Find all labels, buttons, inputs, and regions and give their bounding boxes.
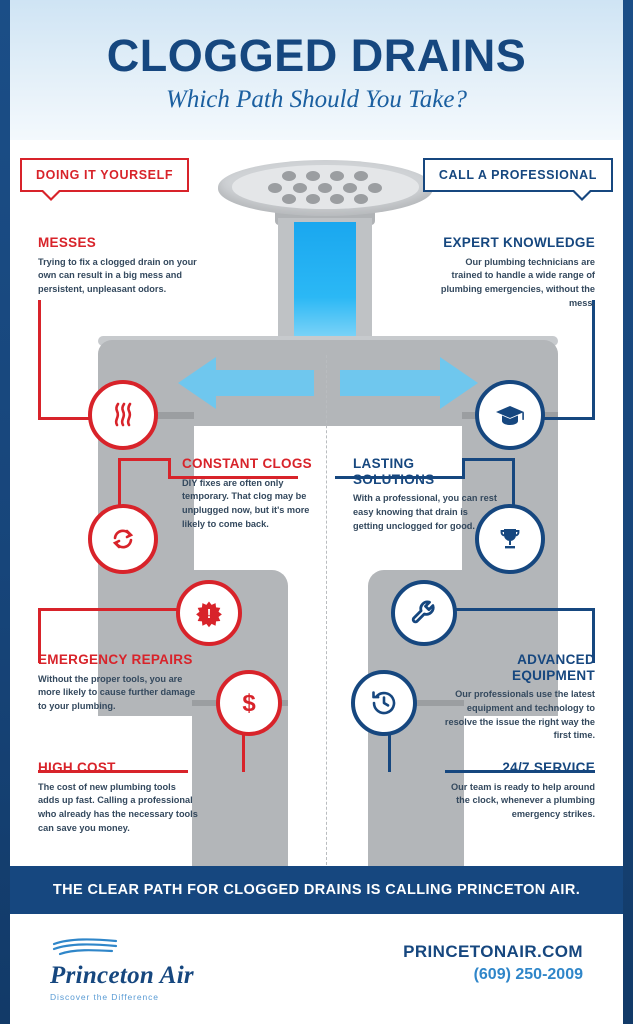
banner-professional-tail-inner xyxy=(574,190,590,198)
block-expert-knowledge-heading: EXPERT KNOWLEDGE xyxy=(443,235,595,250)
connector-expert-vertical xyxy=(592,300,595,420)
block-expert-knowledge xyxy=(435,235,595,311)
contact-info xyxy=(403,942,583,984)
block-emergency-repairs-body: Without the proper tools, you are more likely to cause further damage to your plumbing. xyxy=(38,673,196,712)
cta-banner xyxy=(10,866,623,914)
flow-arrow-left-head xyxy=(178,357,216,409)
block-high-cost xyxy=(38,760,198,836)
block-247-service xyxy=(435,760,595,822)
brand-name: Princeton Air xyxy=(50,962,194,989)
block-247-service-heading: 24/7 SERVICE xyxy=(502,760,595,775)
banner-diy-tail-inner xyxy=(43,190,59,198)
block-messes-heading: MESSES xyxy=(38,235,97,250)
block-messes xyxy=(38,235,198,297)
block-high-cost-heading: HIGH COST xyxy=(38,760,116,775)
block-247-service-body: Our team is ready to help around the clock, whenever a plumbing emergency strikes. xyxy=(451,781,595,820)
right-border-strip xyxy=(623,0,633,1024)
block-advanced-equipment-heading: ADVANCED EQUIPMENT xyxy=(512,652,595,683)
odor-waves-icon xyxy=(88,380,158,450)
website-link[interactable]: PRINCETONAIR.COM xyxy=(403,942,583,961)
block-lasting-solutions-body: With a professional, you can rest easy knowing that drain is getting unclogged for good. xyxy=(353,493,497,531)
flow-arrow-right-head xyxy=(440,357,478,409)
banner-professional xyxy=(423,158,613,192)
connector-messes-vertical xyxy=(38,300,41,420)
footer xyxy=(10,914,623,1024)
left-border-strip xyxy=(0,0,10,1024)
cta-text: THE CLEAR PATH FOR CLOGGED DRAINS IS CALLING PRINCETON AIR. xyxy=(52,882,581,898)
block-expert-knowledge-body: Our plumbing technicians are trained to handle a wide range of plumbing emergencies, without the mess. xyxy=(440,256,595,308)
header-band xyxy=(10,0,623,155)
left-downspout-pipe xyxy=(192,610,288,870)
block-emergency-repairs-heading: EMERGENCY REPAIRS xyxy=(38,652,193,667)
page-subtitle: Which Path Should You Take? xyxy=(166,86,467,113)
block-high-cost-body: The cost of new plumbing tools adds up fast. Calling a professional who already has the necessary tools can save you money. xyxy=(38,781,198,833)
connector-emergency-horizontal xyxy=(38,608,188,611)
wrench-icon xyxy=(391,580,457,646)
connector-equipment-horizontal xyxy=(445,608,595,611)
swoosh-logo-icon xyxy=(50,938,120,960)
graduation-cap-icon xyxy=(475,380,545,450)
block-messes-body: Trying to fix a clogged drain on your own can result in a big mess and persistent, unpleasant odors. xyxy=(38,256,197,295)
connector-highcost-drop xyxy=(242,730,245,772)
brand-lockup xyxy=(50,938,260,1002)
block-advanced-equipment-body: Our professionals use the latest equipment and technology to resolve the issue the right way the first time. xyxy=(444,689,595,741)
flow-arrow-right-bar xyxy=(340,370,440,396)
center-divider xyxy=(326,355,327,870)
connector-clogs-top xyxy=(118,458,170,461)
brand-tagline: Discover the Difference xyxy=(50,992,159,1002)
block-lasting-solutions-heading: LASTING SOLUTIONS xyxy=(353,456,435,487)
svg-text:!: ! xyxy=(206,606,212,621)
diagram-stage xyxy=(10,140,623,865)
block-lasting-solutions xyxy=(353,456,498,533)
banner-diy xyxy=(20,158,189,192)
connector-clogs-drop xyxy=(168,458,171,478)
trophy-icon xyxy=(475,504,545,574)
block-constant-clogs-body: DIY fixes are often only temporary. That clog may be unplugged now, but it's more likely to come back. xyxy=(182,477,310,529)
block-emergency-repairs xyxy=(38,652,198,714)
connector-service-drop xyxy=(388,730,391,772)
dollar-sign-icon xyxy=(216,670,282,736)
banner-diy-label: DOING IT YOURSELF xyxy=(36,168,174,182)
banner-professional-label: CALL A PROFESSIONAL xyxy=(438,168,597,182)
svg-text:$: $ xyxy=(242,690,256,717)
block-constant-clogs-heading: CONSTANT CLOGS xyxy=(182,456,312,471)
phone-number[interactable]: (609) 250-2009 xyxy=(473,966,583,983)
drain-holes xyxy=(258,171,394,204)
water-stream xyxy=(294,222,356,347)
block-constant-clogs xyxy=(182,456,327,532)
burst-alert-icon xyxy=(176,580,242,646)
recycle-arrows-icon xyxy=(88,504,158,574)
block-advanced-equipment xyxy=(435,652,595,743)
flow-arrow-left-bar xyxy=(214,370,314,396)
clock-history-icon xyxy=(351,670,417,736)
page-title: CLOGGED DRAINS xyxy=(106,30,527,81)
